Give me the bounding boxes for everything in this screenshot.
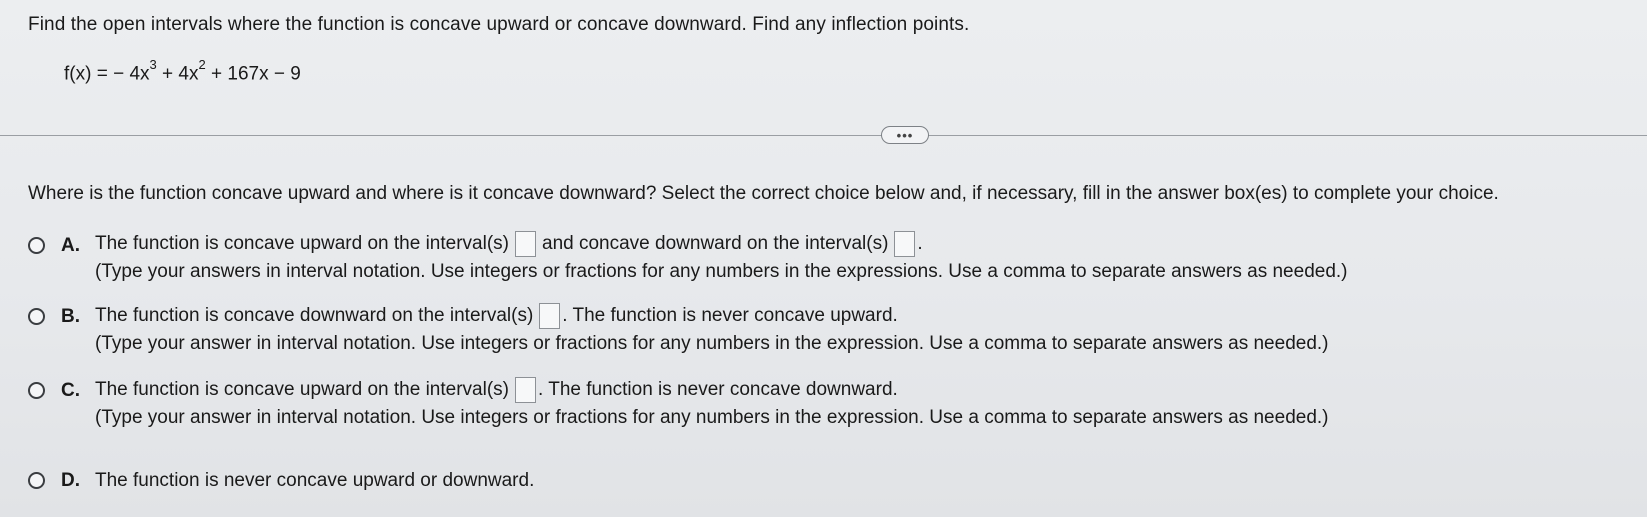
choice-a-end: . xyxy=(917,233,923,254)
answer-box-c[interactable] xyxy=(515,377,536,403)
radio-d[interactable] xyxy=(28,472,45,489)
section-divider xyxy=(0,135,1647,136)
choice-b-line1 xyxy=(95,303,898,329)
choice-a-letter: A. xyxy=(61,235,80,256)
choice-c-text1: The function is concave upward on the interval(s) xyxy=(95,379,509,400)
problem-prompt: Find the open intervals where the function is concave upward or concave downward. Find any inflection points. xyxy=(28,14,970,35)
choice-a-line1 xyxy=(95,231,923,257)
more-options-button[interactable]: ••• xyxy=(881,126,929,144)
question-text: Where is the function concave upward and where is it concave downward? Select the correct choice below and, if necessary, fill in the answer box(es) to complete your choice. xyxy=(28,183,1499,204)
choice-b-text2: . The function is never concave upward. xyxy=(562,305,898,326)
choice-c-note: (Type your answer in interval notation. Use integers or fractions for any numbers in the expression. Use a comma to separate answers as needed.) xyxy=(95,407,1329,428)
formula-lhs: f(x) = xyxy=(64,63,114,85)
choice-c-letter: C. xyxy=(61,380,80,401)
answer-box-b[interactable] xyxy=(539,303,560,329)
choice-c-line1 xyxy=(95,377,898,403)
choice-c-text2: . The function is never concave downward. xyxy=(538,379,898,400)
radio-a[interactable] xyxy=(28,237,45,254)
choice-a-note: (Type your answers in interval notation. Use integers or fractions for any numbers in the expressions. Use a comma to separate answers as needed.) xyxy=(95,261,1348,282)
choice-b-note: (Type your answer in interval notation. Use integers or fractions for any numbers in the expression. Use a comma to separate answers as needed.) xyxy=(95,333,1329,354)
formula-term-1: − 4x xyxy=(113,63,150,85)
formula-exponent-2: 2 xyxy=(198,57,206,72)
choice-d-letter: D. xyxy=(61,470,80,491)
choice-d-line1 xyxy=(95,470,534,492)
function-formula xyxy=(64,57,301,85)
choice-b-letter: B. xyxy=(61,306,80,327)
radio-c[interactable] xyxy=(28,382,45,399)
formula-exponent-1: 3 xyxy=(149,57,157,72)
choice-d-text1: The function is never concave upward or downward. xyxy=(95,470,535,491)
choice-a-text2: and concave downward on the interval(s) xyxy=(542,233,889,254)
formula-term-3: + 167x − 9 xyxy=(205,63,301,85)
answer-box-a-upward[interactable] xyxy=(515,231,536,257)
choice-b-text1: The function is concave downward on the interval(s) xyxy=(95,305,534,326)
radio-b[interactable] xyxy=(28,308,45,325)
answer-box-a-downward[interactable] xyxy=(894,231,915,257)
choice-a-text1: The function is concave upward on the interval(s) xyxy=(95,233,509,254)
formula-term-2: + 4x xyxy=(156,63,199,85)
